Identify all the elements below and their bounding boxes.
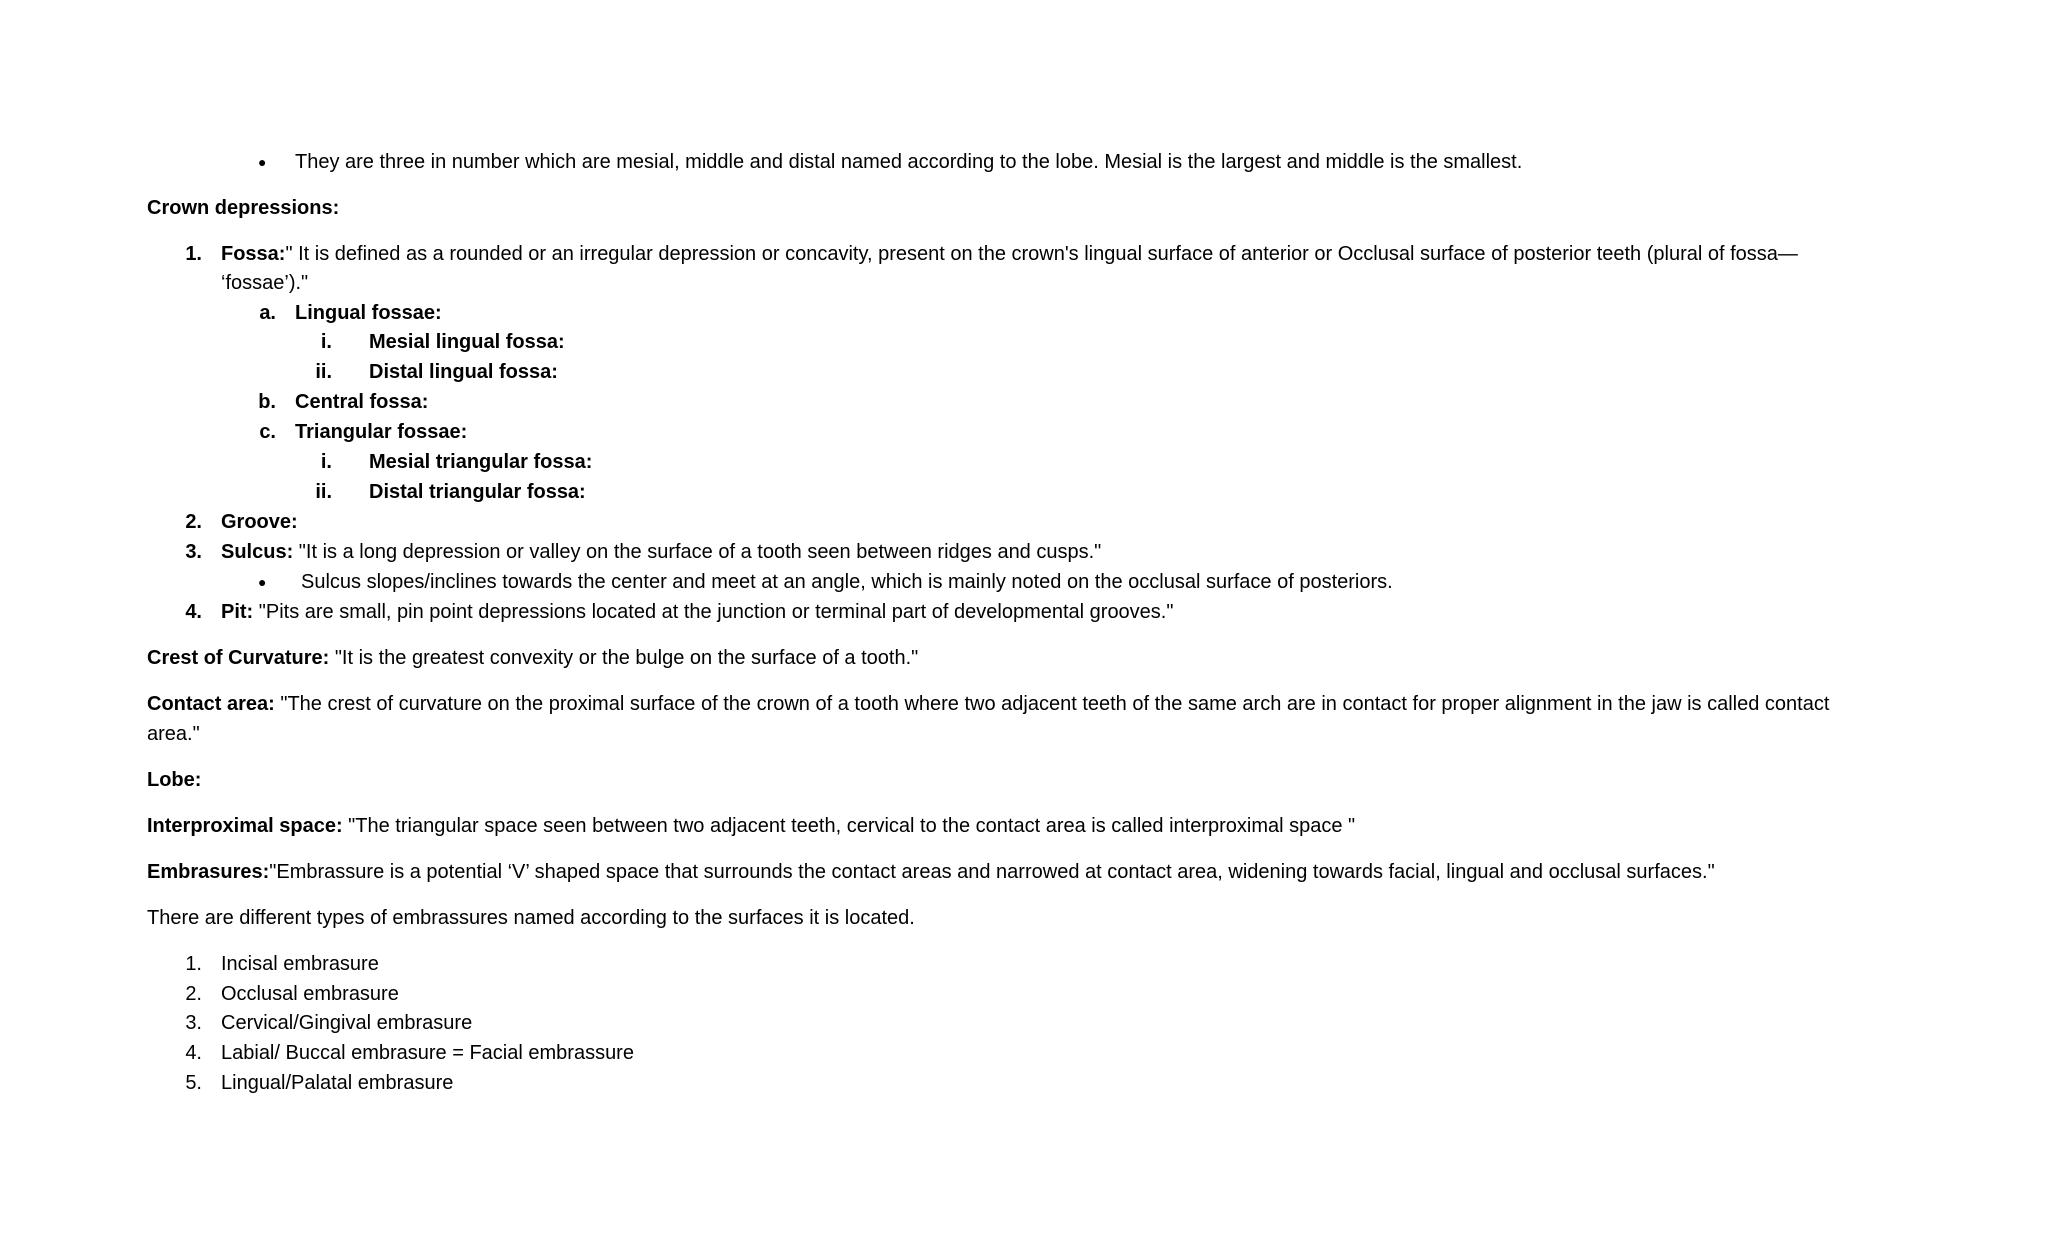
embrasure-type-label: Cervical/Gingival embrasure — [221, 1012, 473, 1034]
distal-lingual-fossa-label: Distal lingual fossa: — [369, 361, 558, 383]
embrasure-type-marker: 5. — [185, 1072, 202, 1094]
embrasure-type-label: Occlusal embrasure — [221, 983, 399, 1005]
contact-paragraph-line2: area." — [147, 723, 200, 745]
interproximal-text: "The triangular space seen between two adjacent teeth, cervical to the contact area is called interproximal space " — [342, 815, 1356, 837]
central-fossa-marker: b. — [258, 391, 276, 413]
distal-lingual-fossa-marker: ii. — [315, 361, 332, 383]
sulcus-bullet-symbol: ● — [258, 574, 267, 590]
fossa-marker: 1. — [185, 243, 202, 265]
pit-term: Pit: — [221, 601, 254, 623]
interproximal-term: Interproximal space: — [147, 815, 343, 837]
mesial-triangular-fossa-label: Mesial triangular fossa: — [369, 451, 593, 473]
top-bullet-text: They are three in number which are mesial, middle and distal named according to the lobe. Mesial is the largest and middle is the smallest. — [295, 151, 1523, 173]
triangular-fossae-label: Triangular fossae: — [295, 421, 468, 443]
lobe-term: Lobe: — [147, 769, 202, 791]
groove-term: Groove: — [221, 511, 298, 533]
embrasures-term: Embrasures: — [147, 861, 270, 883]
crest-text: "It is the greatest convexity or the bulge on the surface of a tooth." — [329, 647, 919, 669]
contact-term: Contact area: — [147, 693, 275, 715]
embrasure-type-label: Labial/ Buccal embrasure = Facial embrassure — [221, 1042, 634, 1064]
sulcus-definition — [221, 537, 1101, 567]
crest-paragraph — [147, 643, 918, 673]
fossa-definition-line2: ‘fossae’)." — [221, 272, 309, 294]
embrasure-type-label: Incisal embrasure — [221, 953, 379, 975]
sulcus-term: Sulcus: — [221, 541, 294, 563]
mesial-triangular-fossa-marker: i. — [320, 451, 332, 473]
top-bullet-symbol: ● — [258, 154, 267, 170]
triangular-fossae-marker: c. — [259, 421, 276, 443]
fossa-term: Fossa: — [221, 243, 286, 265]
pit-definition — [221, 597, 1173, 627]
central-fossa-label: Central fossa: — [295, 391, 429, 413]
pit-text: "Pits are small, pin point depressions located at the junction or terminal part of developmental grooves." — [253, 601, 1174, 623]
fossa-definition-line1 — [221, 239, 1798, 269]
fossa-text-1: " It is defined as a rounded or an irregular depression or concavity, present on the crown's lingual surface of anterior or Occlusal surface of posterior teeth (plural of fossa— — [285, 243, 1798, 265]
groove-marker: 2. — [185, 511, 202, 533]
embrasure-type-marker: 3. — [185, 1012, 202, 1034]
mesial-lingual-fossa-label: Mesial lingual fossa: — [369, 331, 565, 353]
embrasure-type-marker: 2. — [185, 983, 202, 1005]
sulcus-text: "It is a long depression or valley on the surface of a tooth seen between ridges and cusps." — [293, 541, 1102, 563]
lingual-fossae-label: Lingual fossae: — [295, 302, 442, 324]
embrasure-type-marker: 1. — [185, 953, 202, 975]
embrasures-paragraph — [147, 857, 1715, 887]
mesial-lingual-fossa-marker: i. — [320, 331, 332, 353]
contact-text-1: "The crest of curvature on the proximal surface of the crown of a tooth where two adjacent teeth of the same arch are in contact for proper alignment in the jaw is called contact — [274, 693, 1830, 715]
pit-marker: 4. — [185, 601, 202, 623]
contact-paragraph-line1 — [147, 689, 1829, 719]
embrasures-text: "Embrassure is a potential ‘V’ shaped space that surrounds the contact areas and narrowed at contact area, widening towards facial, lingual and occlusal surfaces." — [269, 861, 1715, 883]
embrasure-type-marker: 4. — [185, 1042, 202, 1064]
distal-triangular-fossa-marker: ii. — [315, 481, 332, 503]
sulcus-marker: 3. — [185, 541, 202, 563]
lingual-fossae-marker: a. — [259, 302, 276, 324]
distal-triangular-fossa-label: Distal triangular fossa: — [369, 481, 586, 503]
sulcus-bullet-text: Sulcus slopes/inclines towards the center and meet at an angle, which is mainly noted on the occlusal surface of posteriors. — [301, 571, 1393, 593]
crest-term: Crest of Curvature: — [147, 647, 330, 669]
crown-depressions-heading: Crown depressions: — [147, 197, 340, 219]
interproximal-paragraph — [147, 811, 1355, 841]
embrasures-types-intro: There are different types of embrassures named according to the surfaces it is located. — [147, 907, 915, 929]
embrasure-type-label: Lingual/Palatal embrasure — [221, 1072, 454, 1094]
